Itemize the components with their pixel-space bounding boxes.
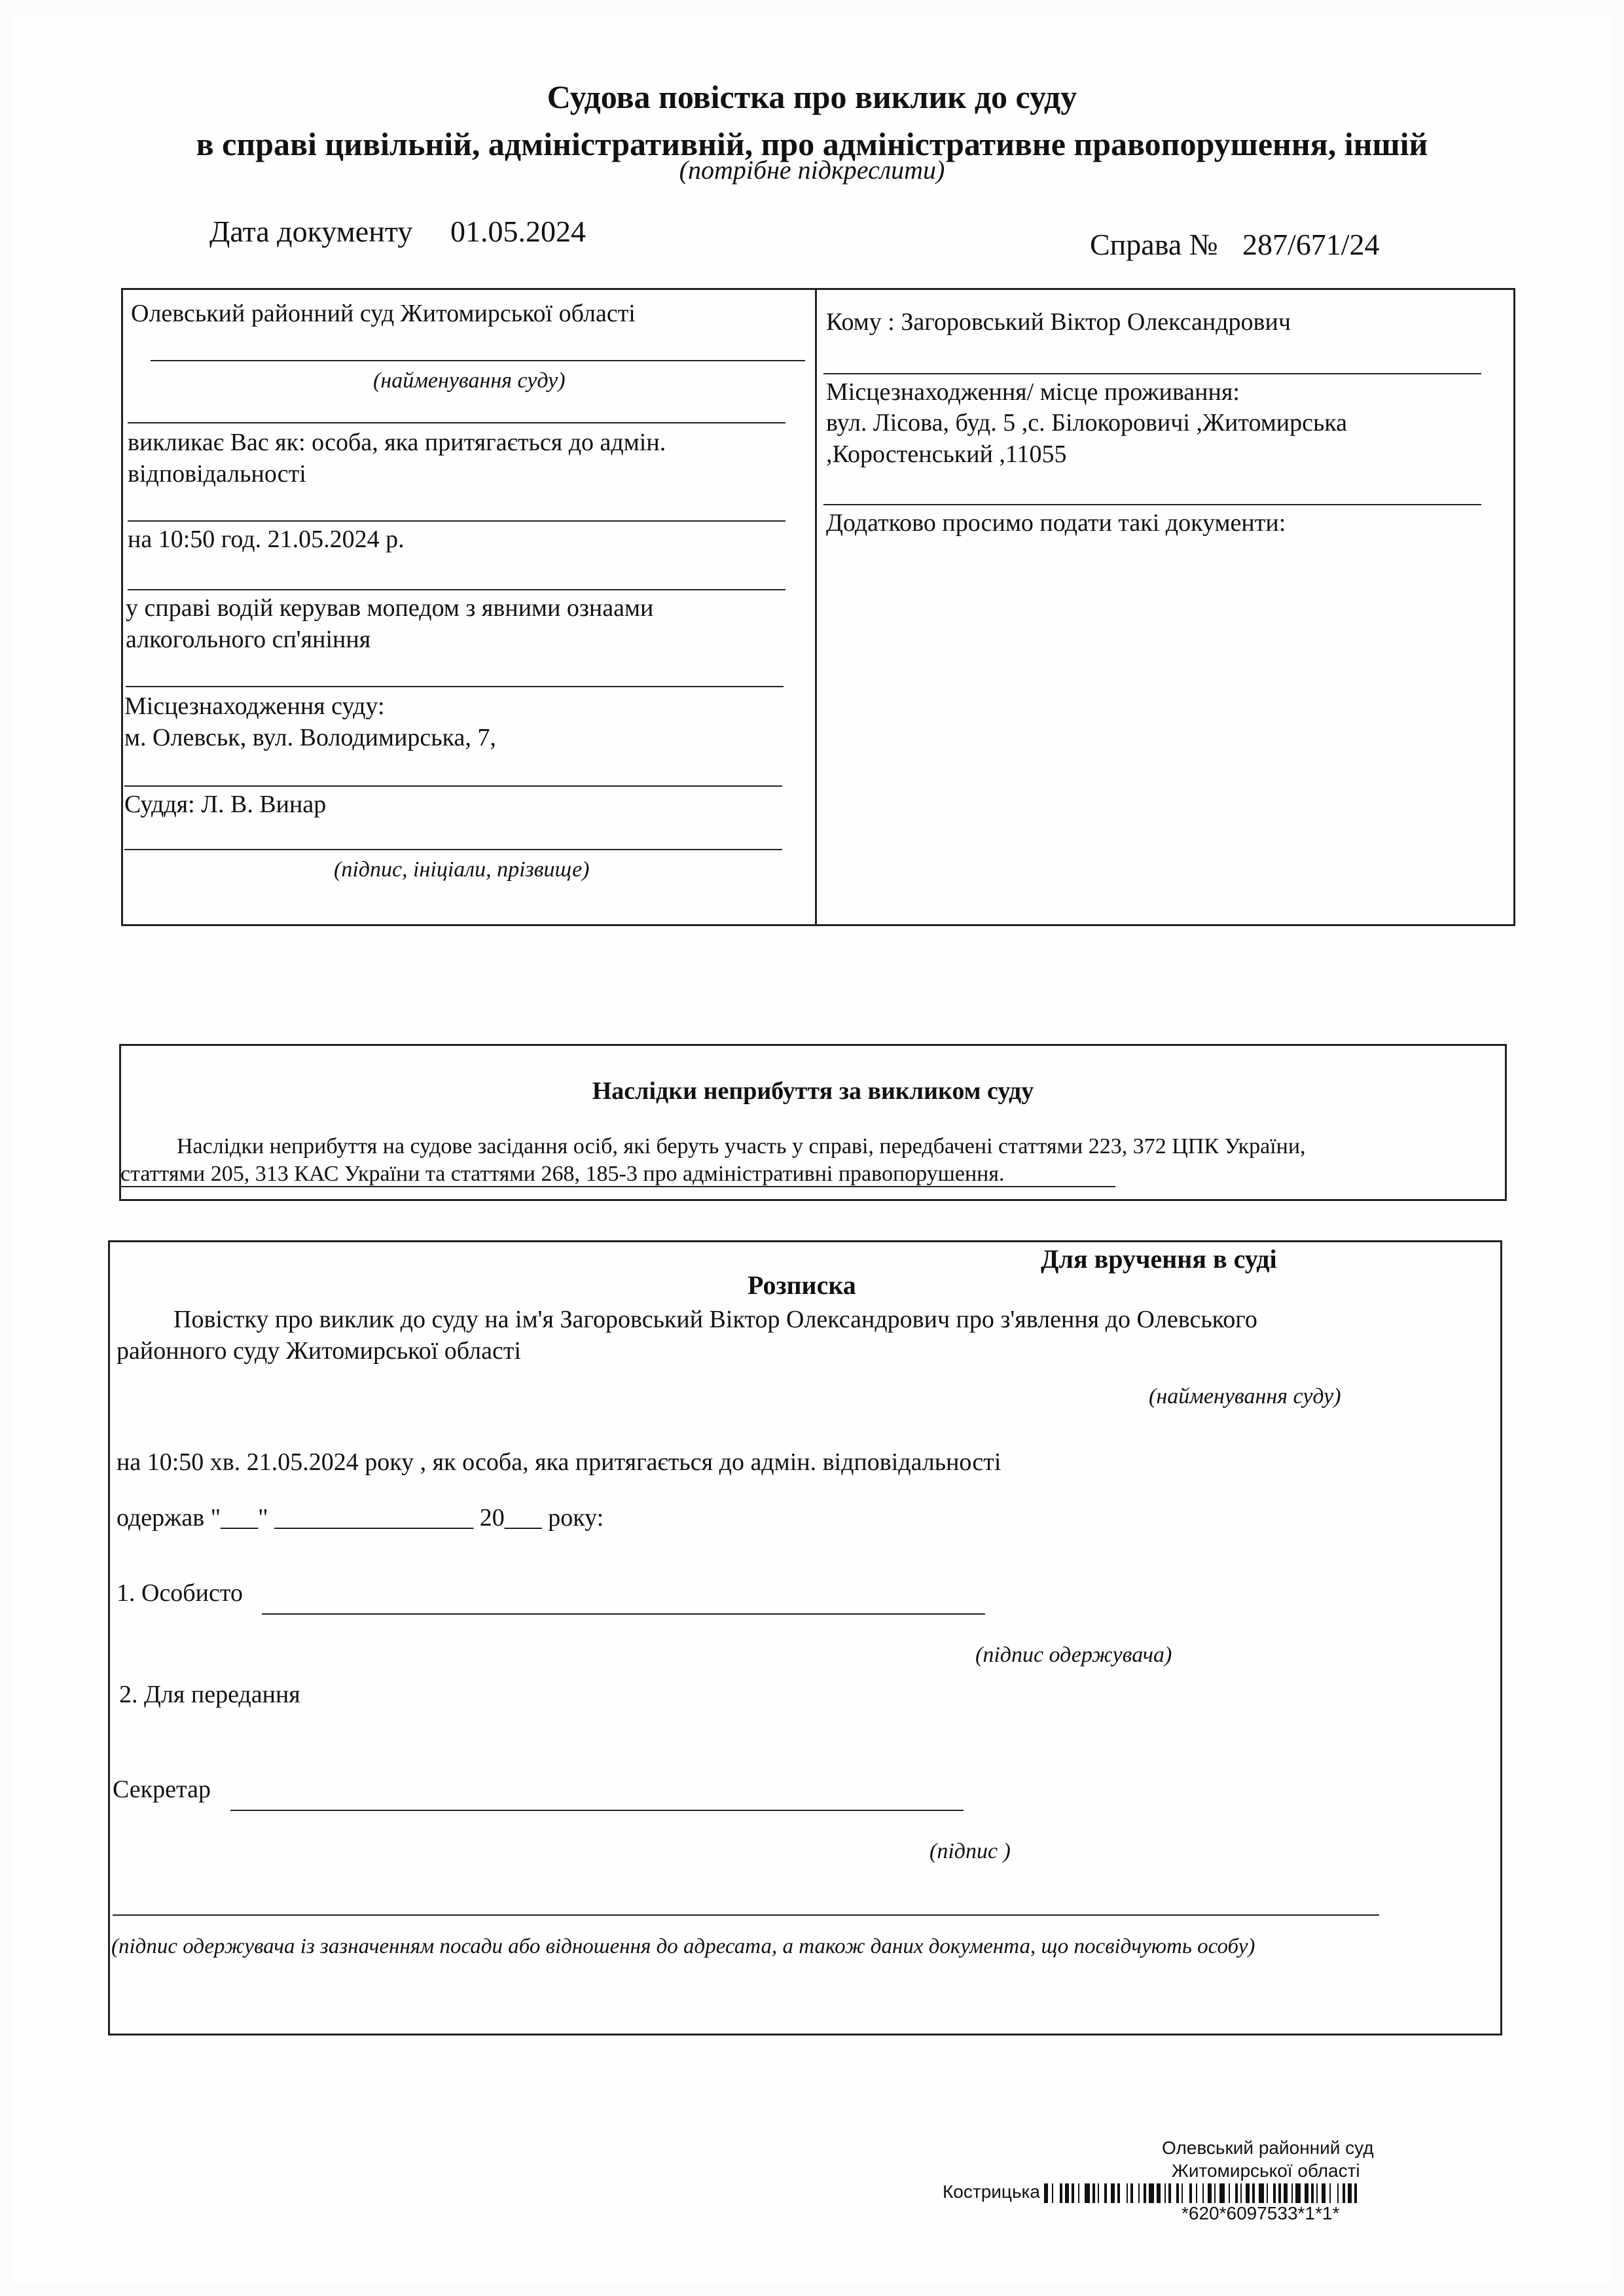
barcode-bar xyxy=(1246,2183,1250,2203)
barcode-bar xyxy=(1208,2183,1212,2203)
barcode-bar xyxy=(1138,2183,1140,2203)
transfer-label: 2. Для передання xyxy=(119,1681,300,1708)
barcode-bar xyxy=(1273,2183,1276,2203)
barcode-bar xyxy=(1117,2183,1120,2203)
case-description-line2: алкогольного сп'яніння xyxy=(126,626,371,653)
judge-caption: (підпис, ініціали, прізвище) xyxy=(334,857,590,882)
doc-date-label: Дата документу xyxy=(209,215,413,248)
secretary-signature-line[interactable] xyxy=(230,1810,964,1811)
barcode-bar xyxy=(1259,2183,1264,2203)
barcode-bar xyxy=(1130,2183,1133,2203)
court-location: м. Олевськ, вул. Володимирська, 7, xyxy=(124,724,496,751)
barcode-bar xyxy=(1252,2183,1255,2203)
for-court-label: Для вручення в суді xyxy=(1041,1244,1277,1274)
residence-label: Місцезнаходження/ місце проживання: xyxy=(826,378,1240,406)
barcode-bar xyxy=(1189,2183,1192,2203)
case-number: 287/671/24 xyxy=(1242,228,1380,261)
receipt-heading: Розписка xyxy=(748,1270,856,1300)
receipt-text-line1: Повістку про виклик до суду на ім'я Загоровський Віктор Олександрович про з'явлення до Олевського xyxy=(173,1306,1257,1333)
called-as-line1: викликає Вас як: особа, яка притягається до адмін. xyxy=(128,429,666,456)
barcode-bar xyxy=(1196,2183,1197,2203)
barcode-bar xyxy=(1078,2183,1079,2203)
barcode-bar xyxy=(1072,2183,1074,2203)
barcode-bar xyxy=(1202,2183,1204,2203)
barcode-bar xyxy=(1085,2183,1090,2203)
summons-divider xyxy=(815,288,817,926)
residence-line1: вул. Лісова, буд. 5 ,с. Білокоровичі ,Житомирська xyxy=(826,409,1348,437)
clerk-name: Кострицька xyxy=(943,2181,1040,2202)
barcode-bar xyxy=(1104,2183,1107,2203)
case-label: Справа № xyxy=(1090,228,1218,261)
recipient-signature-caption: (підпис одержувача із зазначенням посади або відношення до адресата, а також даних документа, що посвідчують особу) xyxy=(111,1935,1255,1958)
barcode-bar xyxy=(1060,2183,1062,2203)
barcode-bar xyxy=(1316,2183,1318,2203)
barcode-bar xyxy=(1065,2183,1069,2203)
barcode-bar xyxy=(1291,2183,1293,2203)
barcode-bar xyxy=(1322,2183,1326,2203)
secretary-caption: (підпис ) xyxy=(929,1839,1011,1863)
court-name-caption: (найменування суду) xyxy=(373,368,566,393)
additional-documents: Додатково просимо подати такі документи: xyxy=(826,509,1286,537)
barcode-bar xyxy=(1284,2183,1288,2203)
barcode-bar xyxy=(1164,2183,1166,2203)
barcode-bar xyxy=(1044,2183,1048,2203)
barcode-bar xyxy=(1311,2183,1314,2203)
barcode-bar xyxy=(1329,2183,1331,2203)
barcode-bar xyxy=(1348,2183,1352,2203)
barcode-bar xyxy=(1267,2183,1268,2203)
court-location-label: Місцезнаходження суду: xyxy=(124,692,385,720)
document-title-line2: в справі цивільній, адміністративній, про адміністративне правопорушення, іншій xyxy=(196,126,1428,162)
barcode-bar xyxy=(1354,2183,1357,2203)
residence-line2: ,Коростенський ,11055 xyxy=(826,440,1067,468)
recipient-signature-line[interactable] xyxy=(113,1914,1379,1916)
barcode-bar xyxy=(1149,2183,1154,2203)
received-date-line[interactable]: одержав "___" ________________ 20___ року: xyxy=(117,1504,604,1532)
barcode xyxy=(1044,2183,1499,2203)
personally-signature-line[interactable] xyxy=(262,1613,985,1615)
barcode-bar xyxy=(1127,2183,1128,2203)
barcode-bar xyxy=(1240,2183,1242,2203)
barcode-bar xyxy=(1214,2183,1216,2203)
barcode-bar xyxy=(1229,2183,1230,2203)
case-description-line1: у справі водій керував мопедом з явними ознаами xyxy=(126,594,654,622)
consequences-text-line1: Наслідки неприбуття на судове засідання осіб, які беруть участь у справі, передбачені статтями 223, 372 ЦПК України, xyxy=(177,1134,1306,1158)
hearing-time: на 10:50 год. 21.05.2024 р. xyxy=(128,526,405,553)
personally-caption: (підпис одержувача) xyxy=(975,1643,1172,1667)
court-name: Олевський районний суд Житомирської області xyxy=(131,300,636,327)
called-as-line2: відповідальності xyxy=(128,460,306,488)
barcode-bar xyxy=(1157,2183,1161,2203)
secretary-label: Секретар xyxy=(113,1776,211,1803)
barcode-bar xyxy=(1092,2183,1095,2203)
barcode-bar xyxy=(1295,2183,1301,2203)
consequences-heading: Наслідки неприбуття за викликом суду xyxy=(592,1077,1034,1105)
barcode-bar xyxy=(1052,2183,1053,2203)
barcode-text: *620*6097533*1*1* xyxy=(1182,2203,1340,2223)
barcode-bar xyxy=(1111,2183,1115,2203)
recipient-name: Кому : Загоровський Віктор Олександрович xyxy=(826,308,1291,336)
personally-label: 1. Особисто xyxy=(117,1579,243,1607)
judge-name: Суддя: Л. В. Винар xyxy=(124,791,327,818)
barcode-bar xyxy=(1219,2183,1225,2203)
doc-date: 01.05.2024 xyxy=(450,215,586,248)
barcode-bar xyxy=(1168,2183,1171,2203)
barcode-bar xyxy=(1278,2183,1281,2203)
barcode-bar xyxy=(1343,2183,1345,2203)
barcode-bar xyxy=(1305,2183,1308,2203)
consequences-text-line2: статтями 205, 313 КАС України та статтями 268, 185-3 про адміністративні правопорушення. xyxy=(120,1162,1005,1186)
barcode-bar xyxy=(1176,2183,1179,2203)
document-subtitle: (потрібне підкреслити) xyxy=(679,155,945,185)
barcode-bar xyxy=(1235,2183,1238,2203)
barcode-bar xyxy=(1337,2183,1339,2203)
barcode-bar xyxy=(1144,2183,1146,2203)
stamp-court-line1: Олевський районний суд xyxy=(1162,2138,1374,2158)
receipt-court-caption: (найменування суду) xyxy=(1149,1384,1341,1408)
document-title-line1: Судова повістка про виклик до суду xyxy=(547,79,1077,115)
stamp-court-line2: Житомирської області xyxy=(1172,2161,1360,2181)
barcode-bar xyxy=(1182,2183,1183,2203)
receipt-text-line2: районного суду Житомирської області xyxy=(117,1337,522,1365)
receipt-time-line: на 10:50 хв. 21.05.2024 року , як особа, яка притягається до адмін. відповідальності xyxy=(117,1448,1001,1476)
barcode-bar xyxy=(1098,2183,1099,2203)
